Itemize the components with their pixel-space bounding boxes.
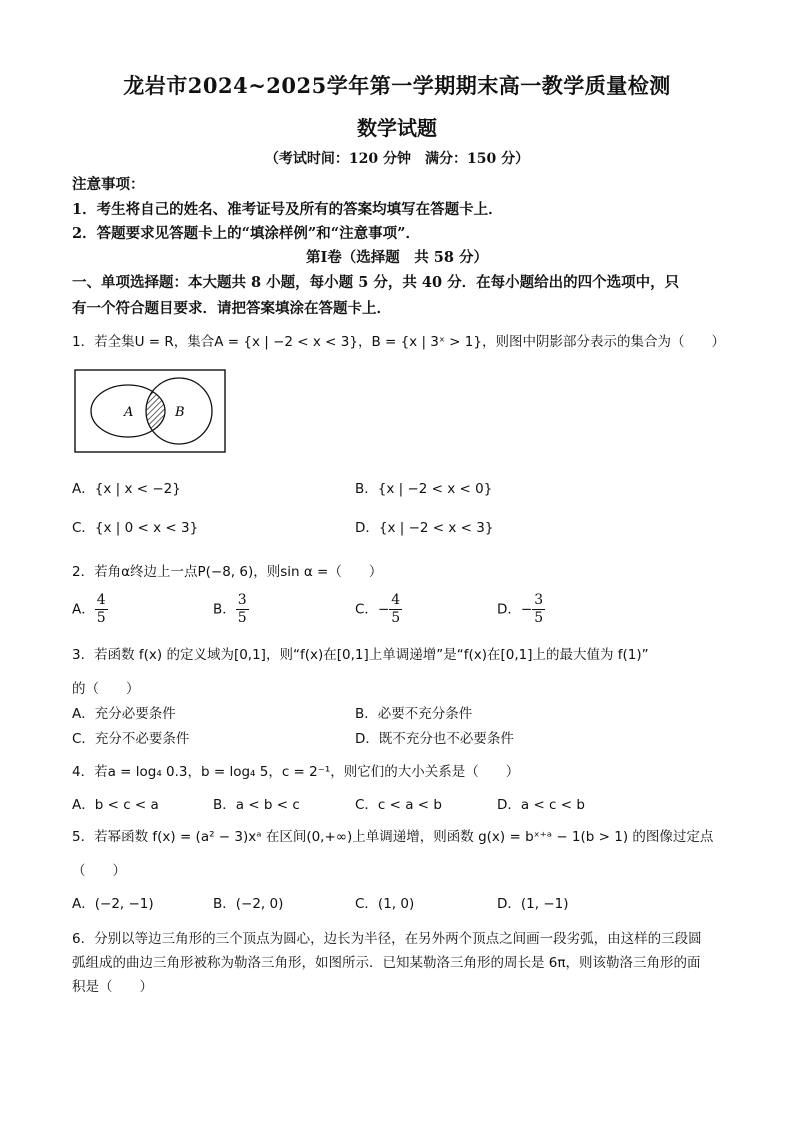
note-item-1: 1．考生将自己的姓名、准考证号及所有的答案均填写在答题卡上． bbox=[72, 201, 503, 218]
fraction-denominator: 5 bbox=[237, 610, 247, 626]
fraction-numerator: 3 bbox=[534, 592, 544, 608]
fraction-denominator: 5 bbox=[391, 610, 401, 626]
q2-option-d-sign: − bbox=[520, 601, 533, 618]
q5-option-a: A．(−2, −1) bbox=[72, 896, 154, 912]
q3-stem-line-1: 3．若函数 f(x) 的定义域为[0,1]，则“f(x)在[0,1]上单调递增”是“f(x)在[0,1]上的最大值为 f(1)” bbox=[72, 647, 649, 663]
section-title: 第Ⅰ卷（选择题 共 58 分） bbox=[305, 249, 489, 266]
q6-stem-line-3: 积是（ ） bbox=[72, 979, 153, 995]
q2-option-d-label: D． bbox=[497, 601, 521, 618]
q2-option-c-label: C． bbox=[355, 601, 378, 618]
q3-option-a: A．充分必要条件 bbox=[72, 706, 176, 722]
q2-option-d bbox=[497, 592, 545, 627]
q1-option-b: B．{x | −2 < x < 0} bbox=[355, 481, 493, 497]
venn-label-b: B bbox=[175, 405, 185, 420]
section-instruction-2: 有一个符合题目要求．请把答案填涂在答题卡上． bbox=[72, 300, 391, 317]
q1-option-c: C．{x | 0 < x < 3} bbox=[72, 520, 199, 536]
q6-stem-line-2: 弧组成的曲边三角形被称为勒洛三角形，如图所示．已知某勒洛三角形的周长是 6π，则该勒洛三角形的面 bbox=[72, 955, 701, 971]
fraction-numerator: 3 bbox=[237, 592, 247, 608]
q2-option-a-fraction bbox=[95, 592, 108, 627]
q5-stem-line-1: 5．若幂函数 f(x) = (a² − 3)xᵃ 在区间(0,+∞)上单调递增，则函数 g(x) = bˣ⁺ᵃ − 1(b > 1) 的图像过定点 bbox=[72, 829, 714, 845]
exam-title: 龙岩市2024~2025学年第一学期期末高一教学质量检测 bbox=[123, 73, 671, 98]
venn-label-a: A bbox=[124, 405, 134, 420]
q1-option-a: A．{x | x < −2} bbox=[72, 481, 181, 497]
q2-option-c-fraction bbox=[389, 592, 402, 627]
fraction-numerator: 4 bbox=[96, 592, 106, 608]
q4-option-a: A．b < c < a bbox=[72, 797, 159, 813]
q2-option-d-fraction bbox=[532, 592, 545, 627]
q3-option-b: B．必要不充分条件 bbox=[355, 706, 473, 722]
section-instruction-1: 一、单项选择题：本大题共 8 小题，每小题 5 分，共 40 分．在每小题给出的四个选项中，只 bbox=[72, 274, 680, 291]
q2-option-a bbox=[72, 592, 108, 627]
fraction-denominator: 5 bbox=[534, 610, 544, 626]
note-item-2: 2．答题要求见答题卡上的“填涂样例”和“注意事项”． bbox=[72, 225, 420, 242]
q2-option-a-label: A． bbox=[72, 601, 95, 618]
q4-option-d: D．a < c < b bbox=[497, 797, 585, 813]
notes-heading: 注意事项： bbox=[72, 176, 145, 193]
q2-option-b bbox=[213, 592, 249, 627]
q2-option-c-sign: − bbox=[377, 601, 390, 618]
venn-diagram bbox=[74, 369, 226, 453]
q2-option-b-label: B． bbox=[213, 601, 236, 618]
q2-stem: 2．若角α终边上一点P(−8, 6)，则sin α =（ ） bbox=[72, 564, 383, 580]
q5-stem-line-2: （ ） bbox=[72, 863, 126, 879]
q4-stem: 4．若a = log₄ 0.3，b = log₄ 5，c = 2⁻¹，则它们的大小关系是（ ） bbox=[72, 764, 520, 780]
q3-option-d: D．既不充分也不必要条件 bbox=[355, 731, 514, 747]
q1-option-d: D．{x | −2 < x < 3} bbox=[355, 520, 494, 536]
q4-option-b: B．a < b < c bbox=[213, 797, 300, 813]
q6-stem-line-1: 6．分别以等边三角形的三个顶点为圆心，边长为半径，在另外两个顶点之间画一段劣弧，由这样的三段圆 bbox=[72, 931, 702, 947]
q1-stem: 1．若全集U = R，集合A = {x | −2 < x < 3}，B = {x | 3ˣ > 1}，则图中阴影部分表示的集合为（ ） bbox=[72, 334, 725, 350]
exam-info: （考试时间：120 分钟 满分：150 分） bbox=[264, 151, 530, 167]
q2-option-c bbox=[355, 592, 402, 627]
q3-option-c: C．充分不必要条件 bbox=[72, 731, 190, 747]
fraction-denominator: 5 bbox=[96, 610, 106, 626]
fraction-numerator: 4 bbox=[391, 592, 401, 608]
exam-subtitle: 数学试题 bbox=[357, 116, 437, 140]
q5-option-c: C．(1, 0) bbox=[355, 896, 415, 912]
q2-option-b-fraction bbox=[236, 592, 249, 627]
q5-option-b: B．(−2, 0) bbox=[213, 896, 284, 912]
q3-stem-line-2: 的（ ） bbox=[72, 681, 140, 697]
q5-option-d: D．(1, −1) bbox=[497, 896, 569, 912]
q4-option-c: C．c < a < b bbox=[355, 797, 442, 813]
